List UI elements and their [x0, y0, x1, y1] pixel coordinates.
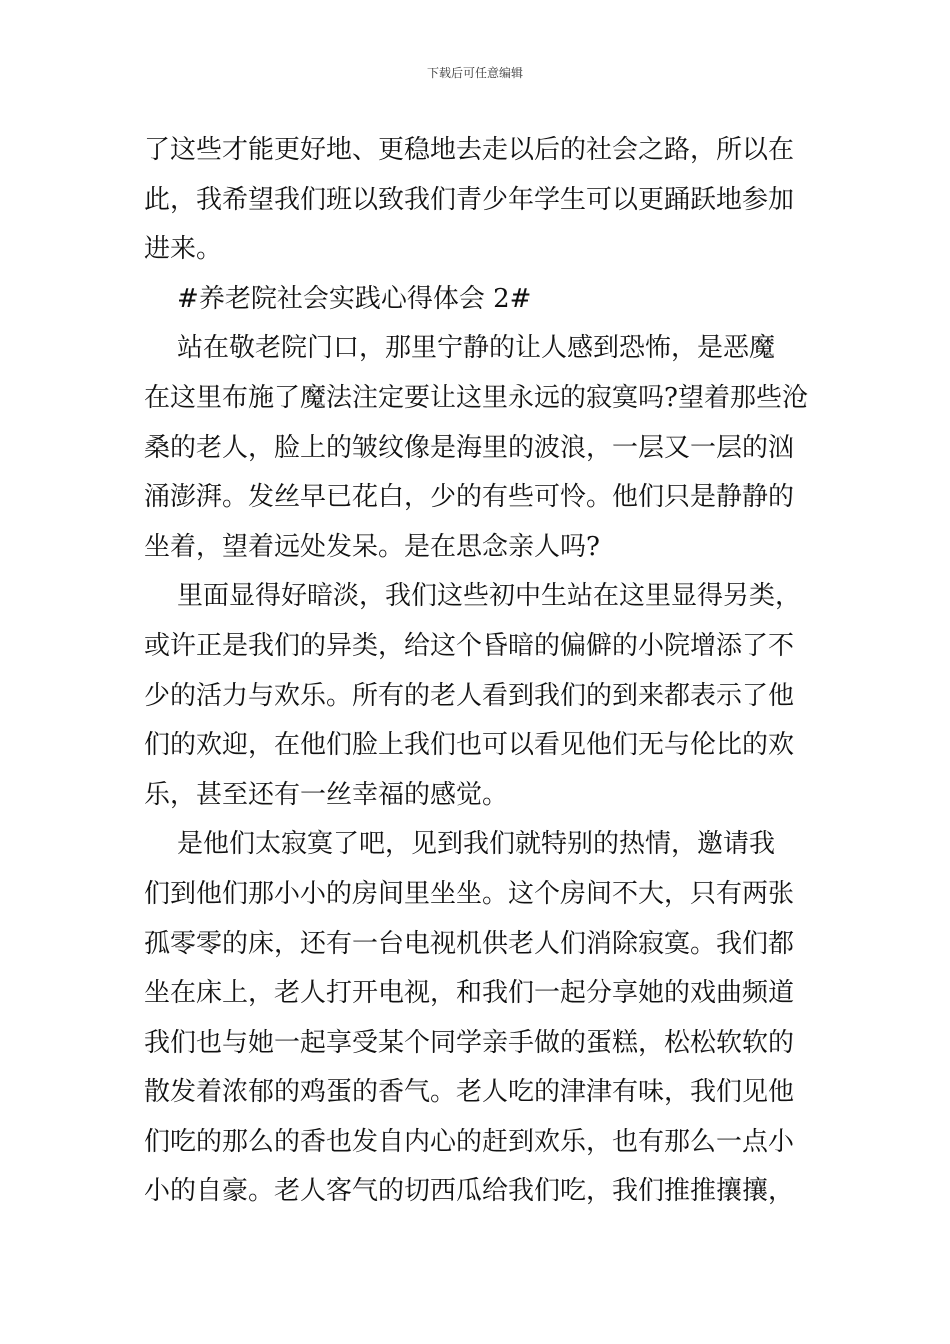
text-line: 涌澎湃。发丝早已花白，少的有些可怜。他们只是静静的 [144, 482, 795, 513]
text-line: 们的欢迎，在他们脸上我们也可以看见他们无与伦比的欢 [144, 730, 795, 761]
text-line: 了这些才能更好地、更稳地去走以后的社会之路，所以在 [144, 135, 795, 165]
text-line: 此，我希望我们班以致我们青少年学生可以更踊跃地参加 [144, 184, 795, 215]
text-line: 们到他们那小小的房间里坐坐。这个房间不大，只有两张 [144, 878, 795, 909]
text-line: 或许正是我们的异类，给这个昏暗的偏僻的小院增添了不 [144, 630, 795, 661]
text-line: 少的活力与欢乐。所有的老人看到我们的到来都表示了他 [144, 680, 795, 711]
section-heading: #养老院社会实践心得体会 2# [144, 283, 532, 314]
text-line: 是他们太寂寞了吧，见到我们就特别的热情，邀请我 [144, 829, 776, 860]
text-line: 我们也与她一起享受某个同学亲手做的蛋糕，松松软软的 [144, 1027, 795, 1058]
text-line: 坐着，望着远处发呆。是在思念亲人吗? [144, 531, 600, 562]
document-body [144, 126, 816, 1217]
text-line: 进来。 [144, 234, 223, 265]
text-line: 站在敬老院门口，那里宁静的让人感到恐怖，是恶魔 [144, 333, 776, 364]
text-line: 坐在床上，老人打开电视，和我们一起分享她的戏曲频道 [144, 978, 795, 1009]
page-header-note: 下载后可任意编辑 [426, 66, 523, 80]
text-line: 散发着浓郁的鸡蛋的香气。老人吃的津津有味，我们见他 [144, 1077, 795, 1108]
text-line: 孤零零的床，还有一台电视机供老人们消除寂寞。我们都 [144, 928, 795, 959]
text-line: 乐，甚至还有一丝幸福的感觉。 [144, 779, 509, 810]
text-line: 桑的老人，脸上的皱纹像是海里的波浪，一层又一层的汹 [144, 432, 795, 463]
text-line: 们吃的那么的香也发自内心的赶到欢乐，也有那么一点小 [144, 1126, 795, 1157]
text-line: 里面显得好暗淡，我们这些初中生站在这里显得另类， [144, 581, 802, 612]
text-line: 小的自豪。老人客气的切西瓜给我们吃，我们推推攘攘， [144, 1176, 795, 1207]
text-line: 在这里布施了魔法注定要让这里永远的寂寞吗?望着那些沧 [144, 382, 808, 413]
